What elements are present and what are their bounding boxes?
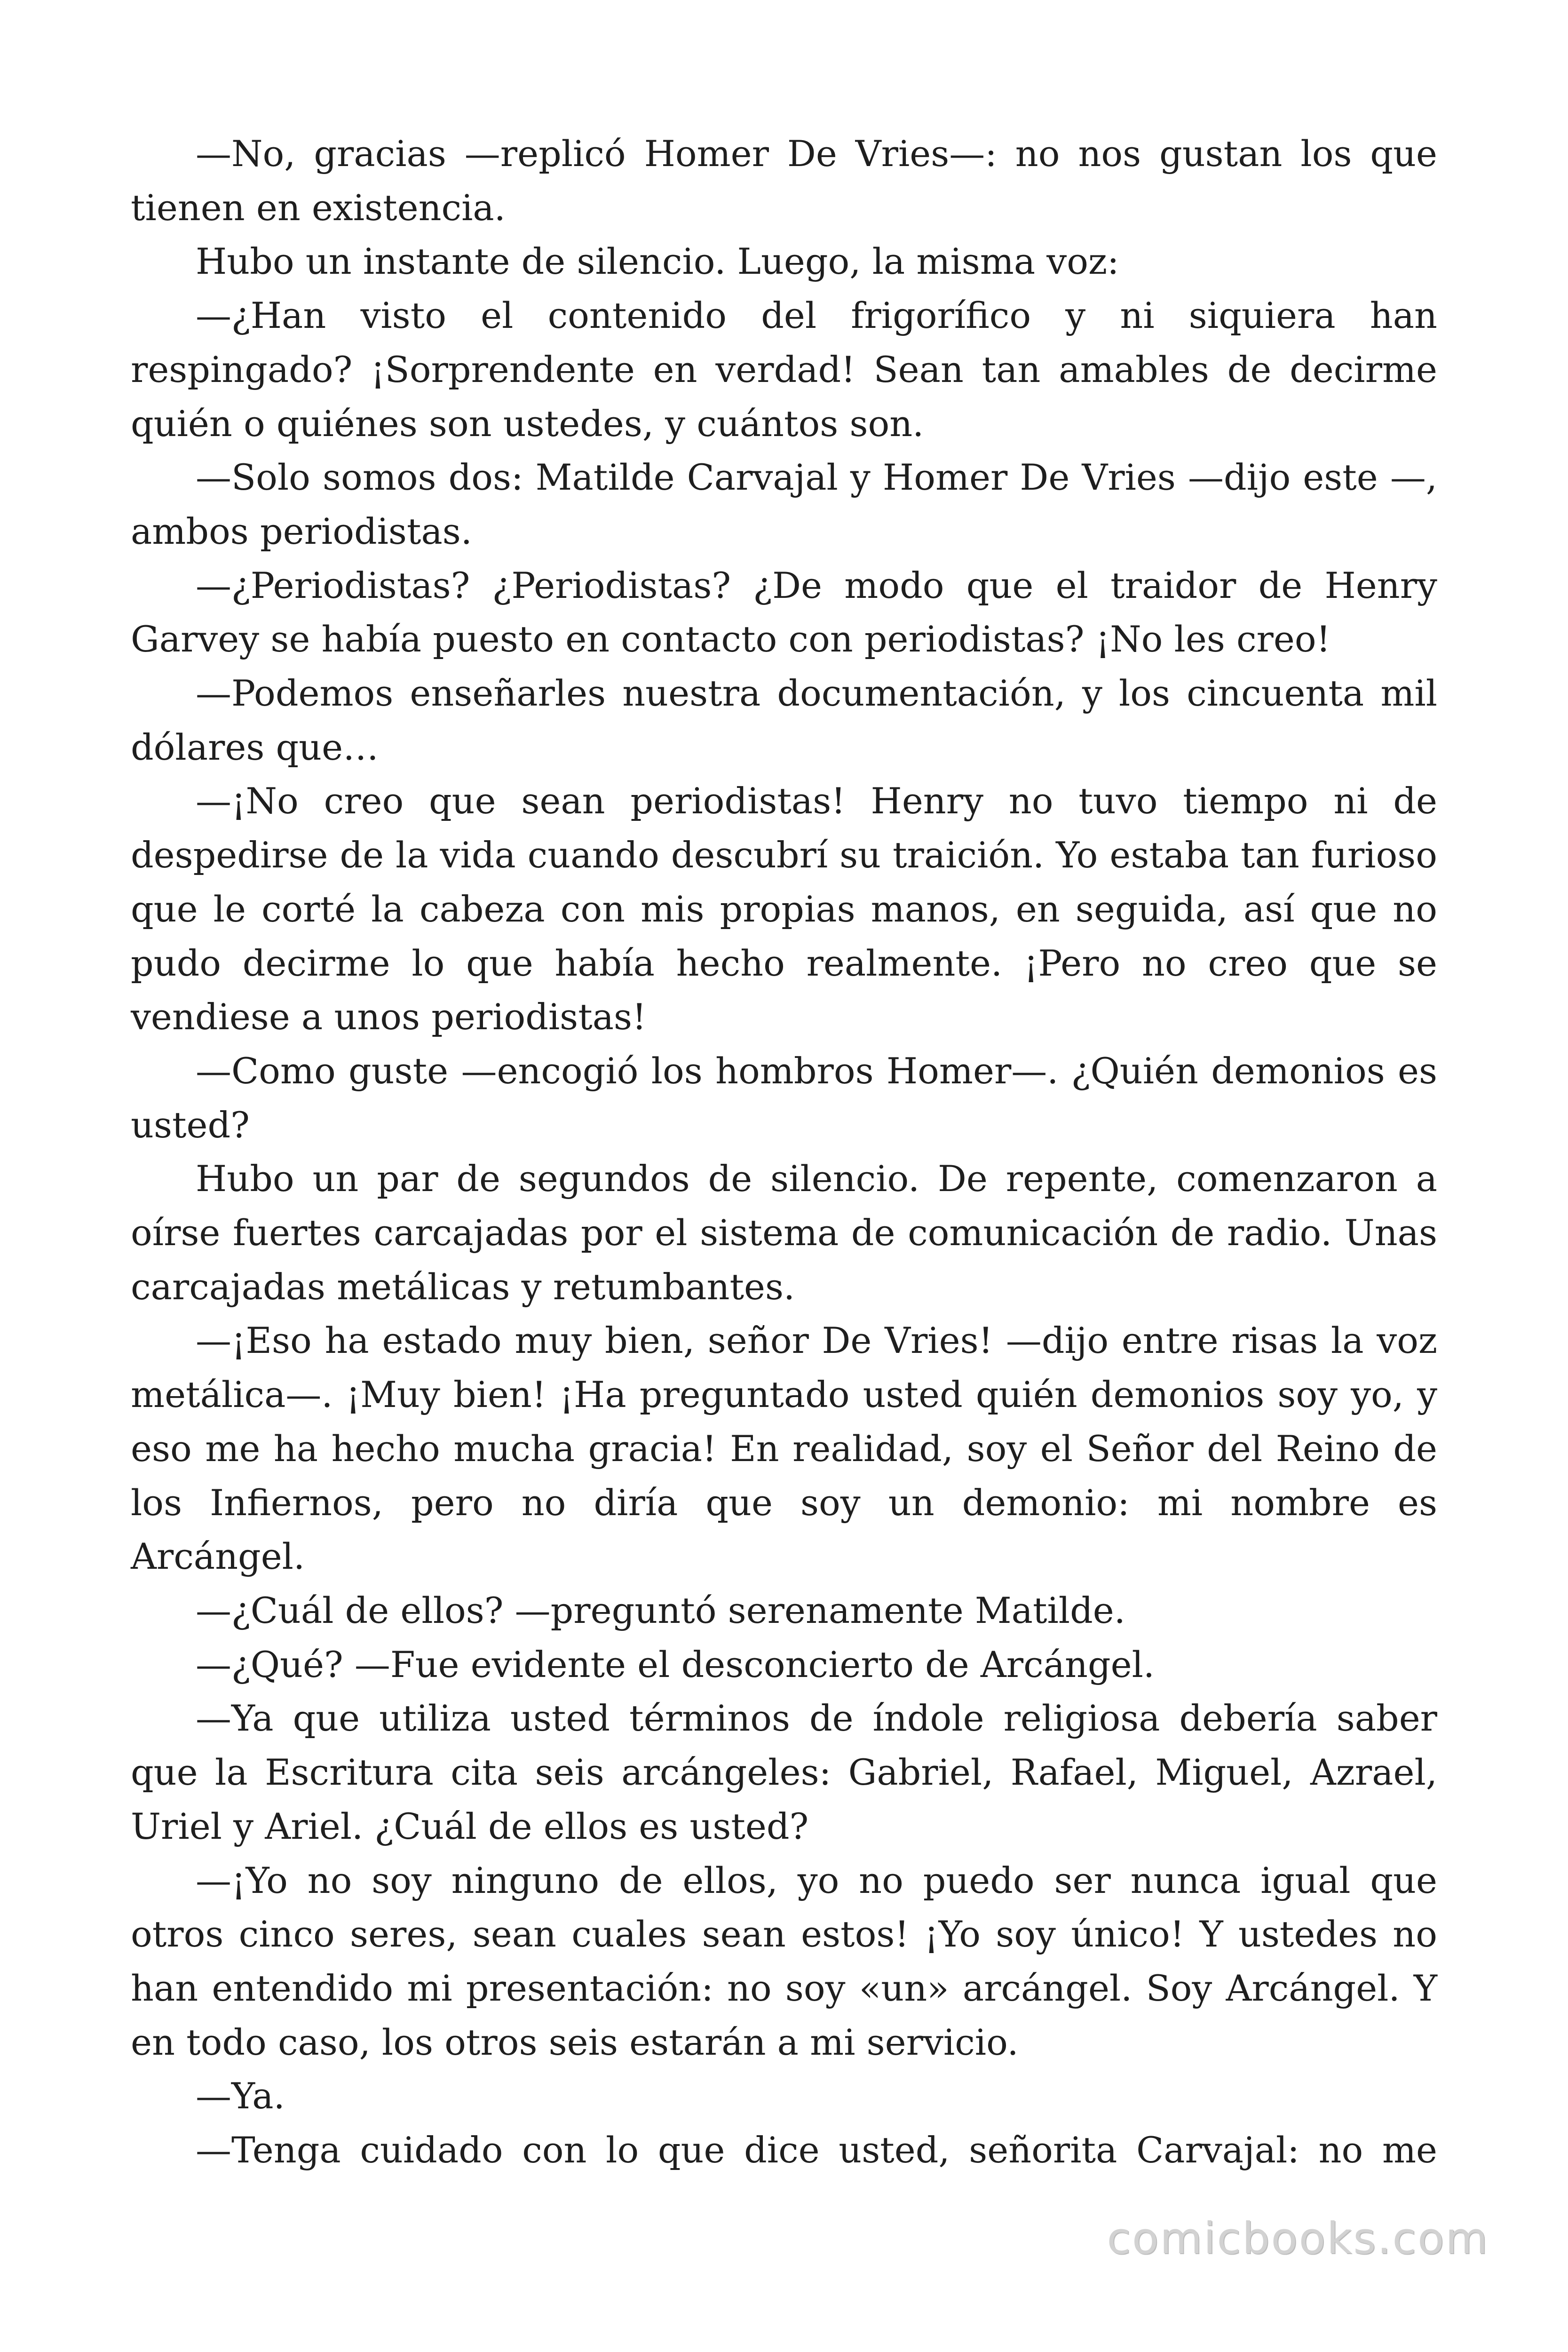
paragraph: —¡No creo que sean periodistas! Henry no tuvo tiempo ni de despedirse de la vida cuando descubrí su traición. Yo estaba tan furioso que le corté la cabeza con mis propias manos, en seguida, así que no pudo decirme lo que había hecho realmente. ¡Pero no creo que se vendiese a unos periodistas! [131, 780, 1437, 1038]
body-text [131, 127, 1437, 2177]
paragraph: —¿Periodistas? ¿Periodistas? ¿De modo que el traidor de Henry Garvey se había puesto en contacto con periodistas? ¡No les creo! [131, 564, 1437, 660]
paragraph: —¡Yo no soy ninguno de ellos, yo no puedo ser nunca igual que otros cinco seres, sean cuales sean estos! ¡Yo soy único! Y ustedes no han entendido mi presentación: no soy «un» arcángel. Soy Arcángel. Y en todo caso, los otros seis estarán a mi servicio. [131, 1859, 1437, 2063]
paragraph-last: —Tenga cuidado con lo que dice usted, señorita Carvajal: no me [196, 2129, 1437, 2171]
paragraph: —Solo somos dos: Matilde Carvajal y Homer De Vries —dijo este —, ambos periodistas. [131, 456, 1437, 552]
paragraph: —¿Han visto el contenido del frigorífico y ni siquiera han respingado? ¡Sorprendente en verdad! Sean tan amables de decirme quién o quiénes son ustedes, y cuántos son. [131, 294, 1437, 445]
paragraph: —¿Cuál de ellos? —preguntó serenamente Matilde. [196, 1589, 1125, 1631]
paragraph: —¿Qué? —Fue evidente el desconcierto de Arcángel. [196, 1643, 1155, 1685]
paragraph: —Podemos enseñarles nuestra documentación, y los cincuenta mil dólares que… [131, 672, 1437, 768]
paragraph: —Ya que utiliza usted términos de índole religiosa debería saber que la Escritura cita seis arcángeles: Gabriel, Rafael, Miguel, Azrael, Uriel y Ariel. ¿Cuál de ellos es usted? [131, 1697, 1437, 1847]
paragraph: —¡Eso ha estado muy bien, señor De Vries! —dijo entre risas la voz metálica—. ¡Muy bien! ¡Ha preguntado usted quién demonios soy yo, y eso me ha hecho mucha gracia! En realidad, soy el Señor del Reino de los Infiernos, pero no diría que soy un demonio: mi nombre es Arcángel. [131, 1319, 1437, 1578]
paragraph: Hubo un instante de silencio. Luego, la misma voz: [196, 240, 1119, 283]
watermark-logo: comicbooks.com [1107, 2213, 1489, 2264]
paragraph: —Ya. [196, 2075, 285, 2117]
paragraph: —Como guste —encogió los hombros Homer—. ¿Quién demonios es usted? [131, 1049, 1437, 1146]
paragraph: Hubo un par de segundos de silencio. De repente, comenzaron a oírse fuertes carcajadas por el sistema de comunicación de radio. Unas carcajadas metálicas y retumbantes. [131, 1158, 1437, 1308]
paragraph: —No, gracias —replicó Homer De Vries—: no nos gustan los que tienen en existencia. [131, 133, 1437, 229]
